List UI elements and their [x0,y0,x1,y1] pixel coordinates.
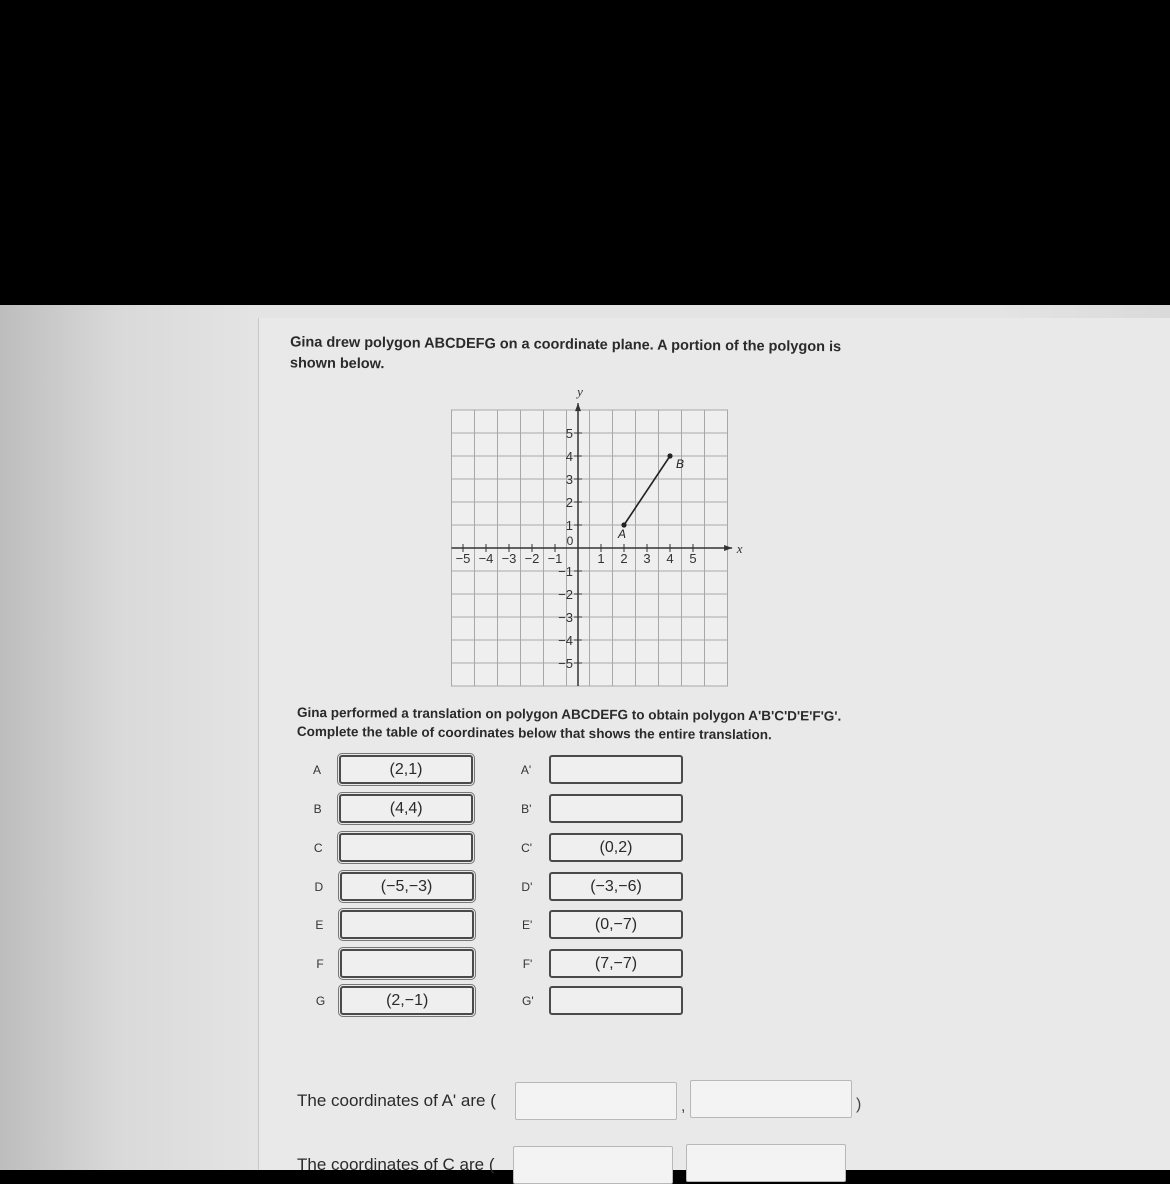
a-prime-x-input[interactable] [515,1082,677,1120]
input-e-prime[interactable]: (0,−7) [549,910,683,939]
row-label-g-prime: G' [521,994,534,1008]
a-prime-y-input[interactable] [690,1080,852,1118]
coordinate-graph [430,385,750,690]
row-label-e: E [315,918,324,932]
instruction-line-1: Gina performed a translation on polygon ABCDEFG to obtain polygon A'B'C'D'E'F'G'. [297,704,842,724]
input-a[interactable]: (2,1) [339,755,473,784]
point-b-label: B [676,457,685,471]
comma-separator: , [681,1098,686,1115]
c-x-input[interactable] [513,1146,673,1184]
x-tick-label: −5 [455,551,471,566]
input-f-prime[interactable]: (7,−7) [549,949,683,978]
row-label-d: D [314,880,324,894]
input-g-prime[interactable] [549,986,683,1015]
input-b[interactable]: (4,4) [339,794,473,823]
x-axis-label: x [736,541,743,556]
point-b [667,453,672,458]
point-a-label: A [618,527,627,541]
row-label-c: C [313,841,323,855]
x-tick-label: 5 [689,551,697,566]
input-f[interactable] [340,949,474,978]
y-tick-label: 4 [565,449,573,464]
x-tick-label: 4 [666,551,674,566]
y-tick-label: 5 [565,426,573,441]
x-tick-label: 2 [620,551,628,566]
y-tick-label: 1 [565,518,573,533]
x-tick-label: 1 [597,551,605,566]
y-tick-label: −1 [558,564,573,579]
input-d[interactable]: (−5,−3) [340,872,474,901]
x-tick-label: −4 [478,551,494,566]
input-a-prime[interactable] [549,755,683,784]
y-tick-label: 2 [565,495,573,510]
row-label-g: G [315,994,326,1008]
input-g[interactable]: (2,−1) [340,986,474,1015]
x-tick-label: 3 [643,551,651,566]
x-tick-label: −2 [524,551,540,566]
problem-instructions [297,703,897,745]
row-label-c-prime: C' [521,841,533,855]
y-axis-arrow-icon [575,403,581,411]
row-label-b: B [313,802,322,816]
row-label-d-prime: D' [521,880,533,894]
row-label-b-prime: B' [521,802,532,816]
x-tick-label: −3 [501,551,517,566]
row-label-a: A [312,763,321,777]
problem-intro: Gina drew polygon ABCDEFG on a coordinate plane. A portion of the polygon is shown below. [289,334,842,373]
row-label-e-prime: E' [522,918,533,932]
instruction-line-2: Complete the table of coordinates below that shows the entire translation. [296,723,772,743]
row-label-a-prime: A' [520,763,532,777]
c-prompt: The coordinates of C are ( [297,1155,495,1174]
c-y-input[interactable] [686,1144,846,1182]
y-tick-label: −5 [558,656,573,671]
row-label-f-prime: F' [522,957,533,971]
y-tick-label: −2 [558,587,573,602]
input-b-prime[interactable] [549,794,683,823]
y-tick-label: −3 [558,610,573,625]
close-paren: ) [856,1096,862,1113]
y-tick-label: 3 [565,472,573,487]
a-prime-prompt: The coordinates of A' are ( [297,1091,496,1110]
input-c[interactable] [339,833,473,862]
row-label-f: F [316,957,324,971]
x-tick-label: −1 [547,551,563,566]
input-c-prime[interactable]: (0,2) [549,833,683,862]
x-axis-arrow-icon [724,545,732,551]
y-tick-label: −4 [558,633,573,648]
y-axis-label: y [577,385,583,400]
input-e[interactable] [340,910,474,939]
input-d-prime[interactable]: (−3,−6) [549,872,683,901]
origin-label: 0 [566,534,574,548]
